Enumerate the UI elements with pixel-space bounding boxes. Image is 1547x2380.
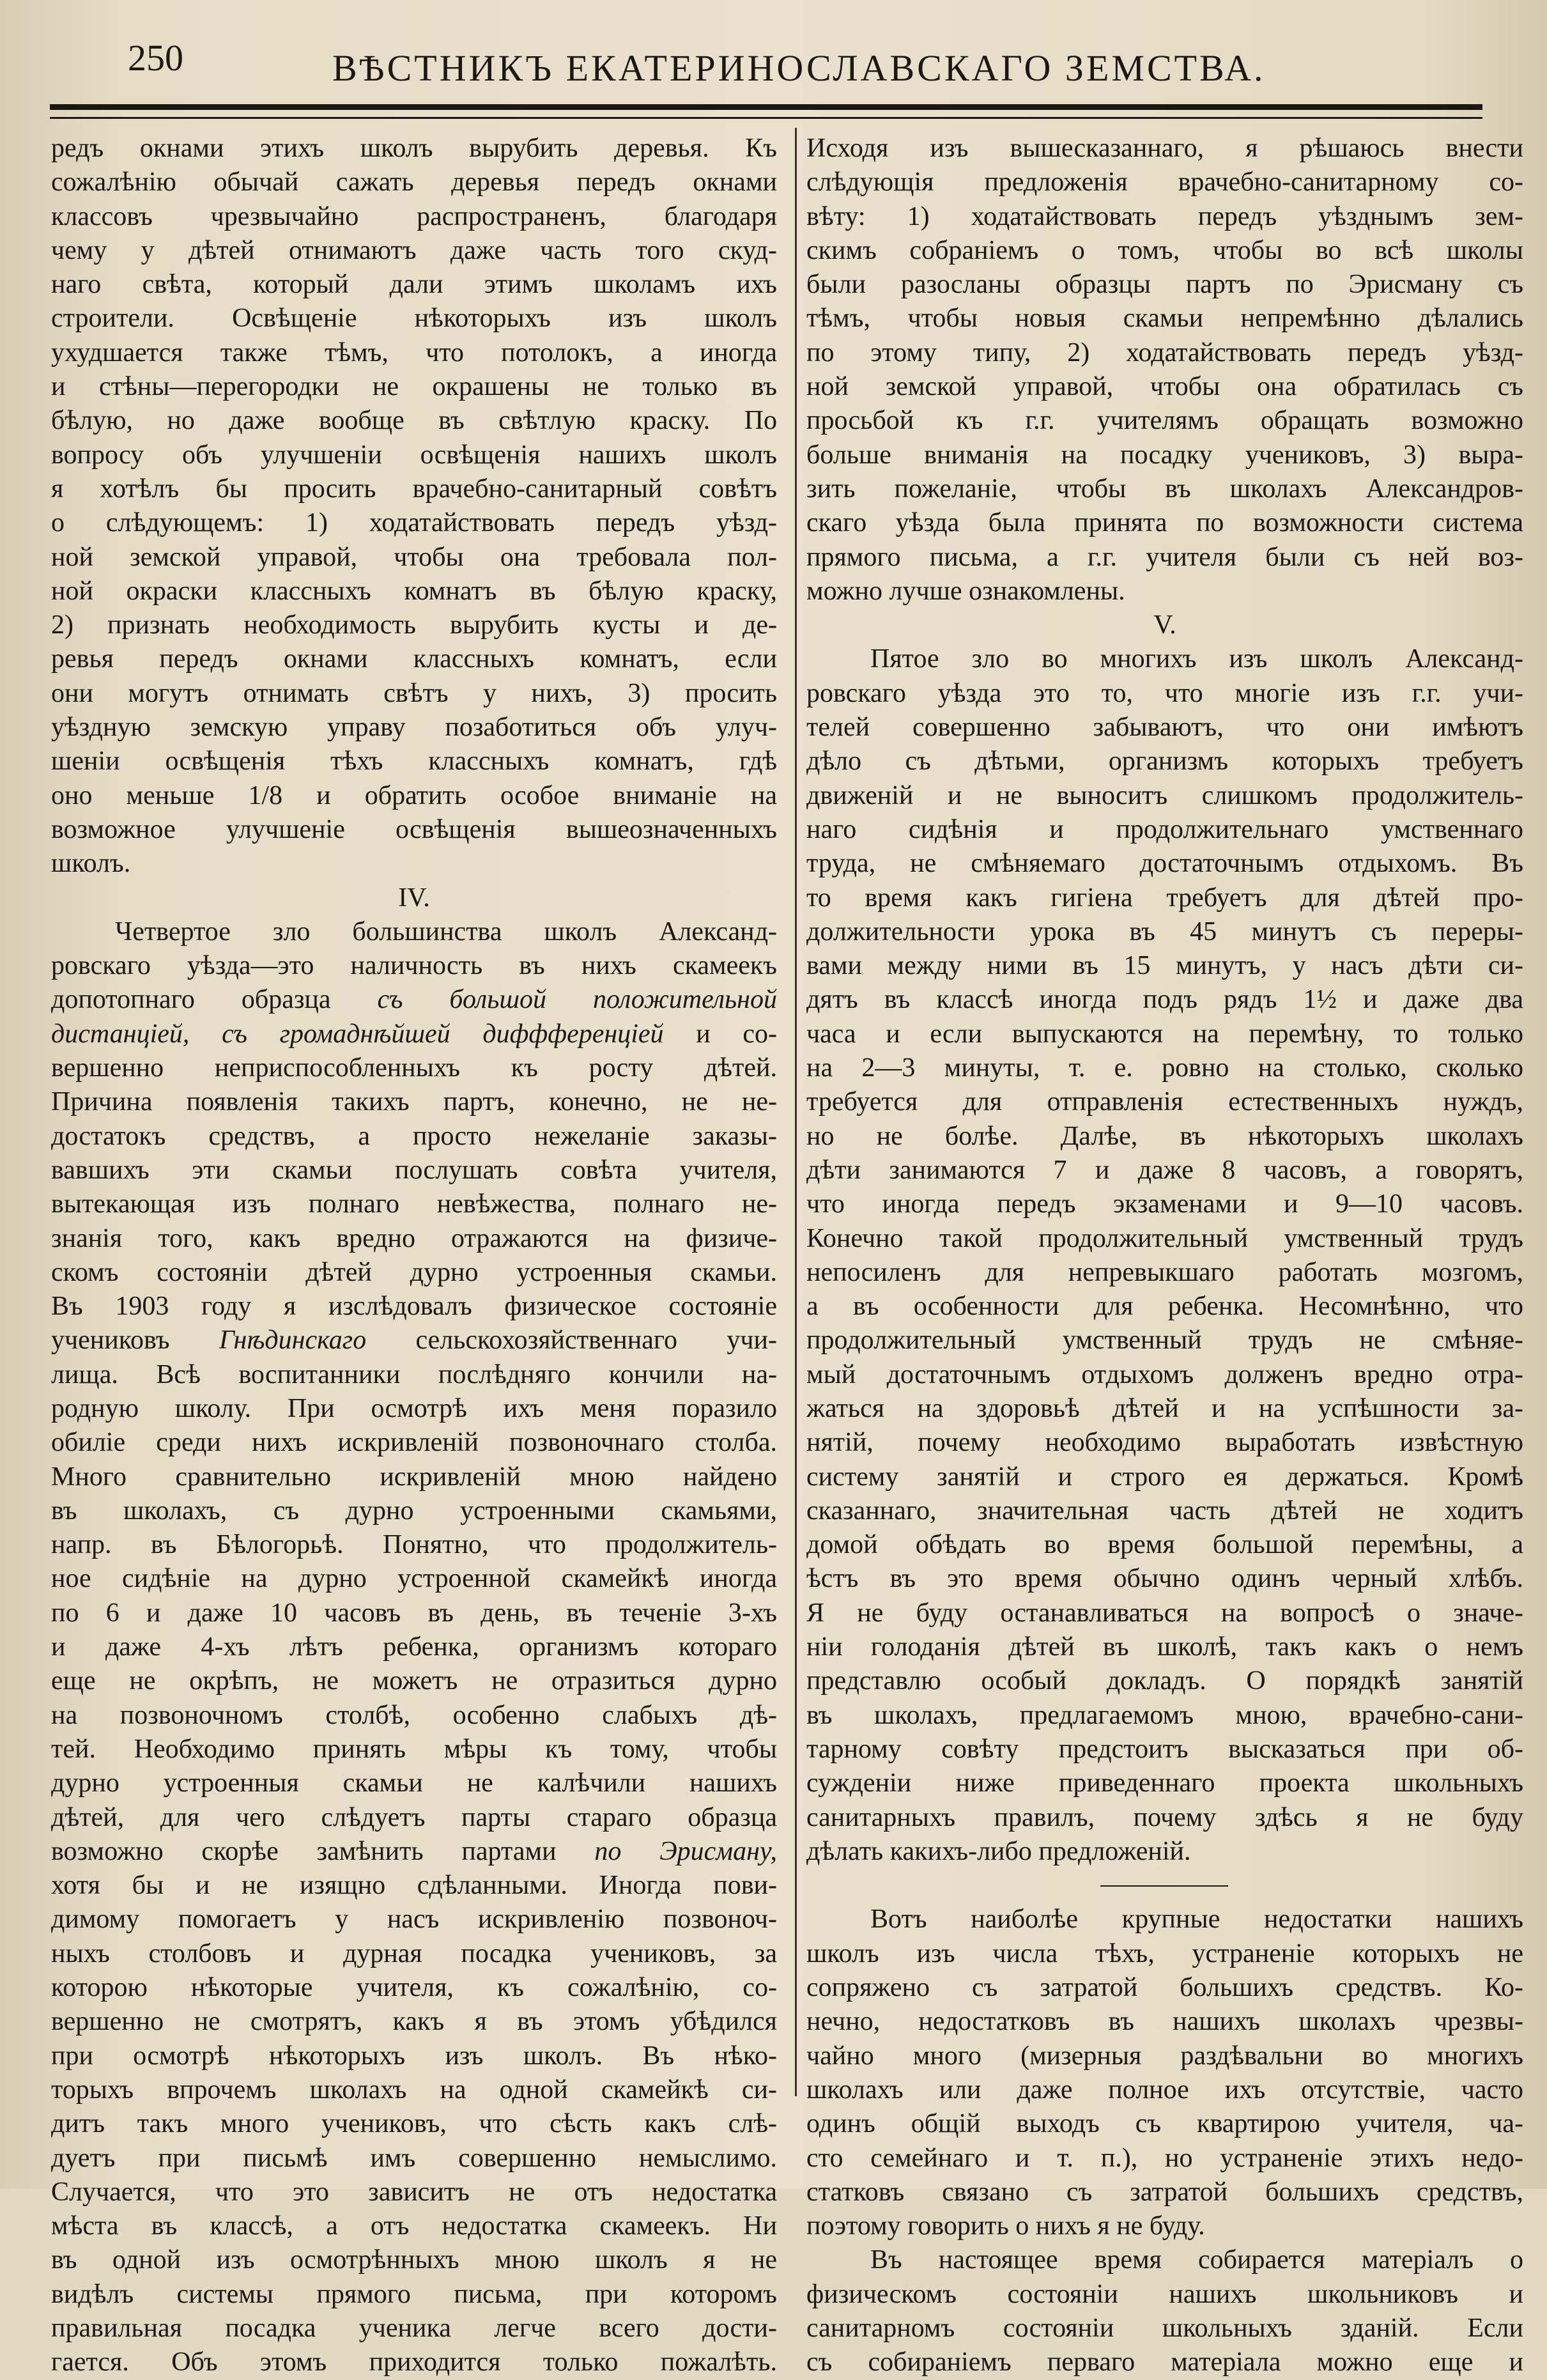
text-line: ной окраски классныхъ комнатъ въ бѣлую краску, <box>51 576 777 606</box>
text-line: сужденіи ниже приведеннаго проекта школьныхъ <box>806 1768 1523 1798</box>
text-line: ревья передъ окнами классныхъ комнатъ, если <box>51 644 777 674</box>
text-line: вопросу объ улучшеніи освѣщенія нашихъ школъ <box>51 440 777 470</box>
text-line: дѣло съ дѣтьми, организмъ которыхъ требуетъ <box>806 746 1523 777</box>
text-line: достатокъ средствъ, а просто нежеланіе заказы- <box>51 1121 777 1151</box>
text-line: чайно много (мизерныя раздѣвальни во многихъ <box>806 2041 1523 2071</box>
text-line: Въ 1903 году я изслѣдовалъ физическое состояніе <box>51 1292 777 1322</box>
section-heading: V. <box>1153 610 1176 640</box>
italic-emphasis: дистанціей, съ громаднѣйшей диффференціей <box>51 1019 664 1049</box>
text-line: телей совершенно забываютъ, что они имѣютъ <box>806 713 1523 743</box>
text-line: тѣмъ, чтобы новыя скамьи непремѣнно дѣлались <box>806 304 1523 334</box>
running-title: ВѢСТНИКЪ ЕКАТЕРИНОСЛАВСКАГО ЗЕМСТВА. <box>332 47 1266 89</box>
text-line: обиліе среди нихъ искривленій позвоночнаго столба. <box>51 1428 777 1458</box>
text-line: часа и если выпускаются на перемѣну, то только <box>806 1019 1523 1049</box>
text-line: тей. Необходимо принять мѣры къ тому, чтобы <box>51 1734 777 1764</box>
text-line: еще не окрѣпъ, не можетъ не отразиться дурно <box>51 1666 777 1696</box>
text-line: санитарномъ состояніи школьныхъ зданій. Если <box>806 2314 1523 2343</box>
text-line: школъ. <box>51 849 131 879</box>
text-line: вершенно неприспособленныхъ къ росту дѣтей. <box>51 1053 777 1083</box>
text-line: продолжительный умственный трудъ не смѣняе- <box>806 1325 1523 1356</box>
text-line: ной земской управой, чтобы она обратилась съ <box>806 372 1523 402</box>
text-line: можно лучше ознакомлены. <box>806 576 1125 606</box>
text-line: оно меньше 1/8 и обратить особое вниманіе на <box>51 780 777 810</box>
text-segment: и со- <box>663 1019 777 1049</box>
text-segment: допотопнаго образца <box>51 985 378 1015</box>
text-line: то время какъ гигіена требуетъ для дѣтей про- <box>806 883 1523 913</box>
section-heading: IV. <box>398 883 430 913</box>
text-line: ніи голоданія дѣтей въ школѣ, такъ какъ о немъ <box>806 1632 1523 1662</box>
text-line: скаго уѣзда была принята по возможности система <box>806 508 1523 538</box>
text-line: ной земской управой, чтобы она требовала пол- <box>51 542 777 572</box>
text-line: но не болѣе. Далѣе, въ нѣкоторыхъ школахъ <box>806 1121 1523 1151</box>
text-line <box>51 1835 777 1869</box>
text-line <box>51 1017 777 1051</box>
text-line: Вотъ наиболѣе крупные недостатки нашихъ <box>870 1905 1523 1935</box>
text-line: поэтому говорить о нихъ я не буду. <box>806 2211 1205 2241</box>
text-line: хотя бы и не изящно сдѣланными. Иногда пови- <box>51 1871 777 1901</box>
text-line: сказаннаго, значительная часть дѣтей не ходитъ <box>806 1495 1523 1526</box>
text-line: наго сидѣнія и продолжительнаго умственнаго <box>806 814 1523 844</box>
text-segment: возможно скорѣе замѣнить партами <box>51 1836 595 1866</box>
text-line: и даже 4-хъ лѣтъ ребенка, организмъ котораго <box>51 1632 777 1662</box>
text-line: должительности урока въ 45 минутъ съ переры- <box>806 916 1523 947</box>
text-line: вами между ними въ 15 минутъ, у насъ дѣти си- <box>806 951 1523 981</box>
text-line: вытекающая изъ полнаго невѣжества, полнаго не- <box>51 1189 777 1219</box>
text-line: ровскаго уѣзда—это наличность въ нихъ скамеекъ <box>51 951 777 981</box>
text-line: скимъ собраніемъ о томъ, чтобы во всѣ школы <box>806 235 1523 265</box>
header-rule-thin <box>50 117 1482 119</box>
text-line: были разосланы образцы партъ по Эрисману съ <box>806 270 1523 300</box>
text-line: непосиленъ для непревыкшаго работать мозгомъ, <box>806 1257 1523 1287</box>
text-line: зить пожеланіе, чтобы въ школахъ Александров- <box>806 474 1523 504</box>
text-line: съ собираніемъ перваго матеріала можно еще и <box>806 2347 1523 2377</box>
italic-emphasis: Гнѣдинскаго <box>219 1325 367 1356</box>
text-line: бѣлую, но даже вообще въ свѣтлую краску. По <box>51 406 777 436</box>
text-line: Пятое зло во многихъ изъ школъ Александ- <box>870 644 1523 674</box>
text-line: сопряжено съ затратой большихъ средствъ. Ко- <box>806 1973 1523 2003</box>
text-line: и стѣны—перегородки не окрашены не только въ <box>51 372 777 402</box>
text-line: строители. Освѣщеніе нѣкоторыхъ изъ школъ <box>51 304 777 334</box>
text-line: въ школахъ, предлагаемомъ мною, врачебно-сани- <box>806 1700 1523 1730</box>
text-line: въ одной изъ осмотрѣнныхъ мною школъ я не <box>51 2245 777 2275</box>
text-line: въ школахъ, съ дурно устроенными скамьями, <box>51 1495 777 1526</box>
text-line: гается. Объ этомъ приходится только пожалѣть. <box>51 2347 777 2377</box>
text-line: дѣлать какихъ-либо предложеній. <box>806 1836 1191 1866</box>
text-line: требуется для отправленія естественныхъ нуждъ, <box>806 1087 1523 1117</box>
text-line: знанія того, какъ вредно отражаются на физиче- <box>51 1223 777 1253</box>
text-line: ухудшается также тѣмъ, что потолокъ, а иногда <box>51 337 777 367</box>
text-line: школъ изъ числа тѣхъ, устраненіе которыхъ не <box>806 1938 1523 1968</box>
text-line: дѣтей, для чего слѣдуетъ парты стараго образца <box>51 1802 777 1832</box>
text-line: дитъ такъ много учениковъ, что сѣсть какъ слѣ- <box>51 2109 777 2139</box>
text-line: ныхъ столбовъ и дурная посадка учениковъ, за <box>51 1938 777 1968</box>
text-line: классовъ чрезвычайно распространенъ, благодаря <box>51 201 777 231</box>
text-line: что иногда передъ экзаменами и 9—10 часовъ. <box>806 1189 1523 1219</box>
text-line: мѣста въ классѣ, а отъ недостатка скамеекъ. Ни <box>51 2211 777 2241</box>
text-line: напр. въ Бѣлогорьѣ. Понятно, что продолжитель- <box>51 1530 777 1560</box>
text-line: одинъ общій выходъ съ квартирою учителя, ча- <box>806 2109 1523 2139</box>
text-line: чему у дѣтей отнимаютъ даже часть того скуд- <box>51 235 777 265</box>
section-separator <box>806 1869 1523 1903</box>
text-line: систему занятій и строго ея держаться. Кромѣ <box>806 1462 1523 1492</box>
text-line: по 6 и даже 10 часовъ въ день, въ теченіе 3-хъ <box>51 1598 777 1628</box>
text-line: на 2—3 минуты, т. е. ровно на столько, сколько <box>806 1053 1523 1083</box>
text-line: Исходя изъ вышесказаннаго, я рѣшаюсь внести <box>806 134 1523 163</box>
text-line: мый достаточнымъ отдыхомъ долженъ вредно отра- <box>806 1359 1523 1389</box>
text-line: наго свѣта, который дали этимъ школамъ ихъ <box>51 270 777 300</box>
text-line: правильная посадка ученика легче всего дости- <box>51 2314 777 2343</box>
text-line: шеніи освѣщенія тѣхъ классныхъ комнатъ, гдѣ <box>51 746 777 777</box>
text-line: прямого письма, а г.г. учителя были съ ней воз- <box>806 542 1523 572</box>
text-line: по этому типу, 2) ходатайствовать передъ уѣзд- <box>806 337 1523 367</box>
text-line: которою нѣкоторые учителя, къ сожалѣнію, со- <box>51 1973 777 2003</box>
text-line: Конечно такой продолжительный умственный трудъ <box>806 1223 1523 1253</box>
text-line: движеній и не выноситъ слишкомъ продолжитель- <box>806 780 1523 810</box>
text-line: Четвертое зло большинства школъ Александ- <box>115 916 777 947</box>
text-line: Въ настоящее время собирается матеріалъ о <box>870 2245 1523 2275</box>
text-line: при осмотрѣ нѣкоторыхъ изъ школъ. Въ нѣко- <box>51 2041 777 2071</box>
text-line: лища. Всѣ воспитанники послѣдняго кончили на- <box>51 1359 777 1389</box>
text-line: ровскаго уѣзда это то, что многіе изъ г.г. учи- <box>806 678 1523 708</box>
text-line: ное сидѣніе на дурно устроенной скамейкѣ иногда <box>51 1564 777 1594</box>
text-line: ѣстъ въ это время обычно одинъ черный хлѣбъ. <box>806 1564 1523 1594</box>
text-line: труда, не смѣняемаго достаточнымъ отдыхомъ. Въ <box>806 849 1523 879</box>
text-line: просьбой къ г.г. учителямъ обращать возможно <box>806 406 1523 436</box>
text-line: дурно устроенныя скамьи не калѣчили нашихъ <box>51 1768 777 1798</box>
text-line: вавшихъ эти скамьи послушать совѣта учителя, <box>51 1155 777 1185</box>
text-line: нятій, почему необходимо выработать извѣстную <box>806 1428 1523 1458</box>
text-line: сожалѣнію обычай сажать деревья передъ окнами <box>51 167 777 197</box>
text-line <box>51 983 777 1017</box>
text-line: уѣздную земскую управу позаботиться объ улуч- <box>51 713 777 743</box>
text-line: сто семейнаго и т. п.), но устраненіе этихъ недо- <box>806 2143 1523 2173</box>
text-line: торыхъ впрочемъ школахъ на одной скамейкѣ си- <box>51 2075 777 2105</box>
text-line: о слѣдующемъ: 1) ходатайствовать передъ уѣзд- <box>51 508 777 538</box>
text-line: вершенно не смотрятъ, какъ я въ этомъ убѣдился <box>51 2007 777 2037</box>
text-line: я хотѣлъ бы просить врачебно-санитарный совѣтъ <box>51 474 777 504</box>
text-segment: учениковъ <box>51 1325 219 1356</box>
text-line: Причина появленія такихъ партъ, конечно, не не- <box>51 1087 777 1117</box>
text-line: димому помогаетъ у насъ искривленію позвоноч- <box>51 1905 777 1935</box>
right-column <box>806 132 1523 2380</box>
text-segment: сельскохозяйственнаго учи- <box>366 1325 777 1356</box>
text-line: больше вниманія на посадку учениковъ, 3) выра- <box>806 440 1523 470</box>
text-line: вѣту: 1) ходатайствовать передъ уѣзднымъ зем- <box>806 201 1523 231</box>
header-rule-thick <box>50 104 1482 110</box>
text-line: школахъ или даже полное ихъ отсутствіе, часто <box>806 2075 1523 2105</box>
text-line: дѣти занимаются 7 и даже 8 часовъ, а говорятъ, <box>806 1155 1523 1185</box>
text-line: Много сравнительно искривленій мною найдено <box>51 1462 777 1492</box>
text-line: на позвоночномъ столбѣ, особенно слабыхъ дѣ- <box>51 1700 777 1730</box>
text-line: возможное улучшеніе освѣщенія вышеозначенныхъ <box>51 814 777 844</box>
text-line: домой обѣдать во время большой перемѣны, а <box>806 1530 1523 1560</box>
page-number: 250 <box>128 37 183 79</box>
text-line: они могутъ отнимать свѣтъ у нихъ, 3) просить <box>51 678 777 708</box>
text-line: слѣдующія предложенія врачебно-санитарному со- <box>806 167 1523 197</box>
italic-emphasis: съ большой положительной <box>377 985 777 1015</box>
text-line: дятъ въ классѣ иногда подъ рядъ 1½ и даже два <box>806 985 1523 1015</box>
text-line: физическомъ состояніи нашихъ школьниковъ и <box>806 2279 1523 2309</box>
text-line: дуетъ при письмѣ имъ совершенно немыслимо. <box>51 2143 777 2173</box>
text-line: скомъ состояніи дѣтей дурно устроенныя скамьи. <box>51 1257 777 1287</box>
left-column <box>51 132 777 2380</box>
text-line: редъ окнами этихъ школъ вырубить деревья. Къ <box>51 134 777 163</box>
text-line: родную школу. При осмотрѣ ихъ меня поразило <box>51 1393 777 1423</box>
text-line: тарному совѣту предстоитъ высказаться при об- <box>806 1734 1523 1764</box>
text-line: Я не буду останавливаться на вопросѣ о значе- <box>806 1598 1523 1628</box>
text-line: санитарныхъ правилъ, почему здѣсь я не буду <box>806 1802 1523 1832</box>
text-line: видѣлъ системы прямого письма, при которомъ <box>51 2279 777 2309</box>
italic-emphasis: по Эрисману, <box>594 1836 777 1866</box>
text-line: представлю особый докладъ. О порядкѣ занятій <box>806 1666 1523 1696</box>
text-line: жаться на здоровьѣ дѣтей и на успѣшности за- <box>806 1393 1523 1423</box>
text-line: а въ особенности для ребенка. Несомнѣнно, что <box>806 1292 1523 1322</box>
text-line: 2) признать необходимость вырубить кусты и де- <box>51 610 777 640</box>
text-line: Случается, что это зависитъ не отъ недостатка <box>51 2177 777 2207</box>
text-line <box>51 1324 777 1357</box>
column-divider <box>795 128 797 2096</box>
text-line: статковъ связано съ затратой большихъ средствъ, <box>806 2177 1523 2207</box>
text-line: нечно, недостатковъ въ нашихъ школахъ чрезвы- <box>806 2007 1523 2037</box>
